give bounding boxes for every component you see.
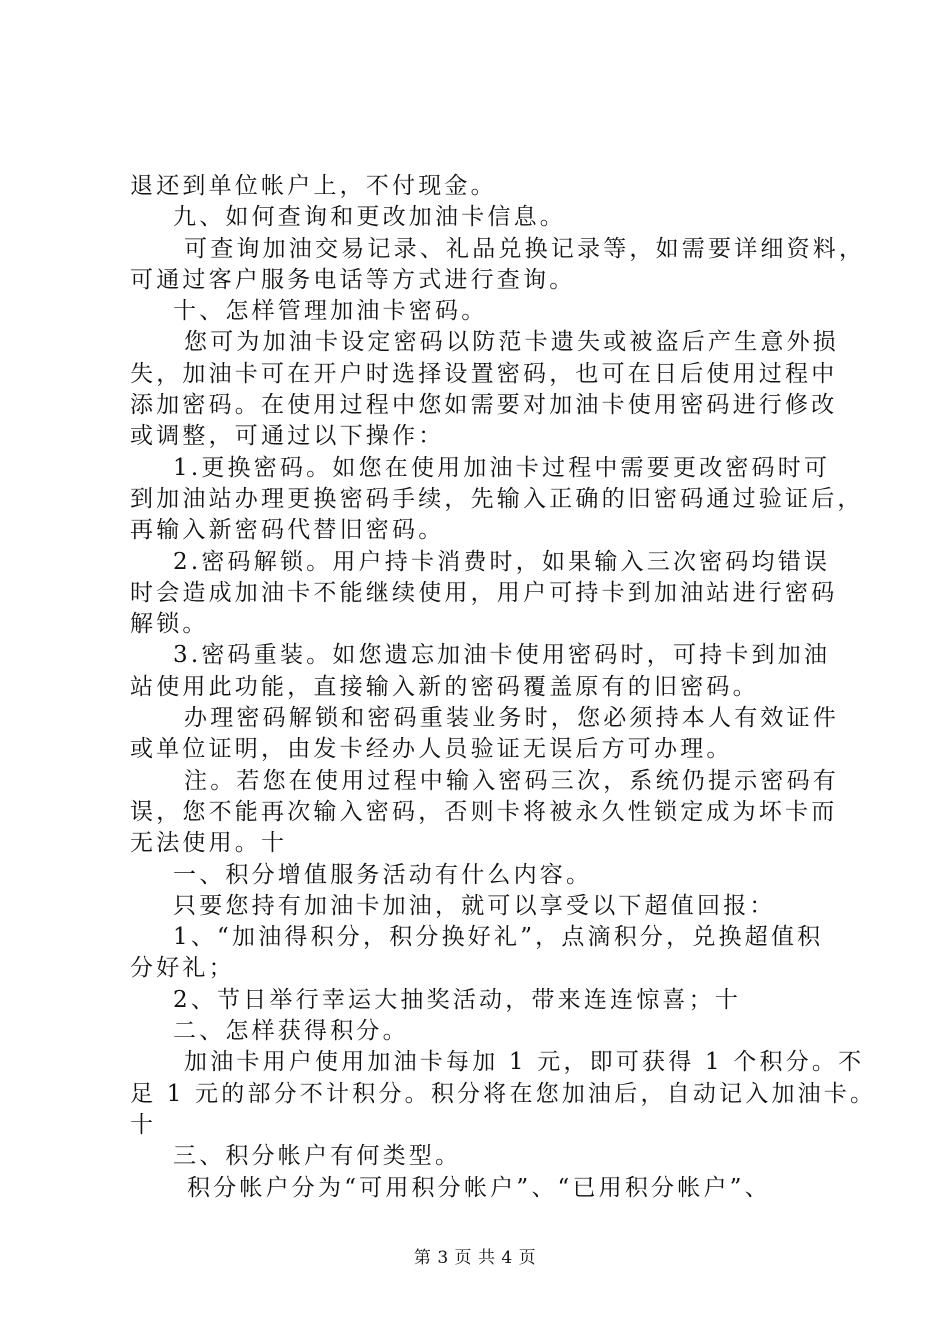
text-line: 误，您不能再次输入密码，否则卡将被永久性锁定成为坏卡而 [130,798,838,825]
text-line: 站使用此功能，直接输入新的密码覆盖原有的旧密码。 [130,673,759,700]
note-line: 注。若您在使用过程中输入密码三次，系统仍提示密码有 [184,767,839,794]
list-item-3: 3.密码重装。如您遗忘加油卡使用密码时，可持卡到加油 [173,642,831,669]
list-item-1: 1、“加油得积分，积分换好礼”，点滴积分，兑换超值积 [173,924,824,951]
text-line: 或单位证明，由发卡经办人员验证无误后方可办理。 [130,736,733,763]
section-heading-11: 一、积分增值服务活动有什么内容。 [173,861,593,888]
text-line: 或调整，可通过以下操作： [130,423,445,450]
text-line: 退还到单位帐户上，不付现金。 [130,173,497,199]
section-heading-13: 三、积分帐户有何类型。 [173,1143,462,1170]
text-line: 添加密码。在使用过程中您如需要对加油卡使用密码进行修改 [130,392,838,419]
text-line: 您可为加油卡设定密码以防范卡遗失或被盗后产生意外损 [184,329,839,356]
page-number-footer: 第 3 页 共 4 页 [413,1248,537,1268]
text-line: 十 [130,1111,157,1138]
text-line: 可查询加油交易记录、礼品兑换记录等，如需要详细资料， [184,235,866,262]
text-line: 只要您持有加油卡加油，就可以享受以下超值回报： [173,892,776,919]
list-item-2: 2、节日举行幸运大抽奖活动，带来连连惊喜；十 [173,986,742,1013]
text-line: 加油卡用户使用加油卡每加 1 元，即可获得 1 个积分。不 [184,1049,865,1076]
text-line: 足 1 元的部分不计积分。积分将在您加油后，自动记入加油卡。 [130,1080,877,1107]
section-heading-12: 二、怎样获得积分。 [173,1018,409,1045]
list-item-1: 1.更换密码。如您在使用加油卡过程中需要更改密码时可 [173,454,831,481]
text-line: 解锁。 [130,611,209,638]
text-line: 积分帐户分为“可用积分帐户”、“已用积分帐户”、 [187,1174,771,1201]
text-line: 办理密码解锁和密码重装业务时，您必须持本人有效证件 [184,705,839,732]
body-text [130,171,877,1204]
section-heading-10: 十、怎样管理加油卡密码。 [173,298,488,325]
text-line: 分好礼； [130,955,235,982]
text-line: 再输入新密码代替旧密码。 [130,517,445,544]
text-line: 无法使用。十 [130,830,288,857]
text-line: 到加油站办理更换密码手续，先输入正确的旧密码通过验证后， [130,485,864,512]
section-heading-9: 九、如何查询和更改加油卡信息。 [173,204,566,231]
text-line: 时会造成加油卡不能继续使用，用户可持卡到加油站进行密码 [130,579,838,606]
text-line: 失，加油卡可在开户时选择设置密码，也可在日后使用过程中 [130,360,838,387]
list-item-2: 2.密码解锁。用户持卡消费时，如果输入三次密码均错误 [173,548,831,575]
text-line: 可通过客户服务电话等方式进行查询。 [130,266,576,293]
